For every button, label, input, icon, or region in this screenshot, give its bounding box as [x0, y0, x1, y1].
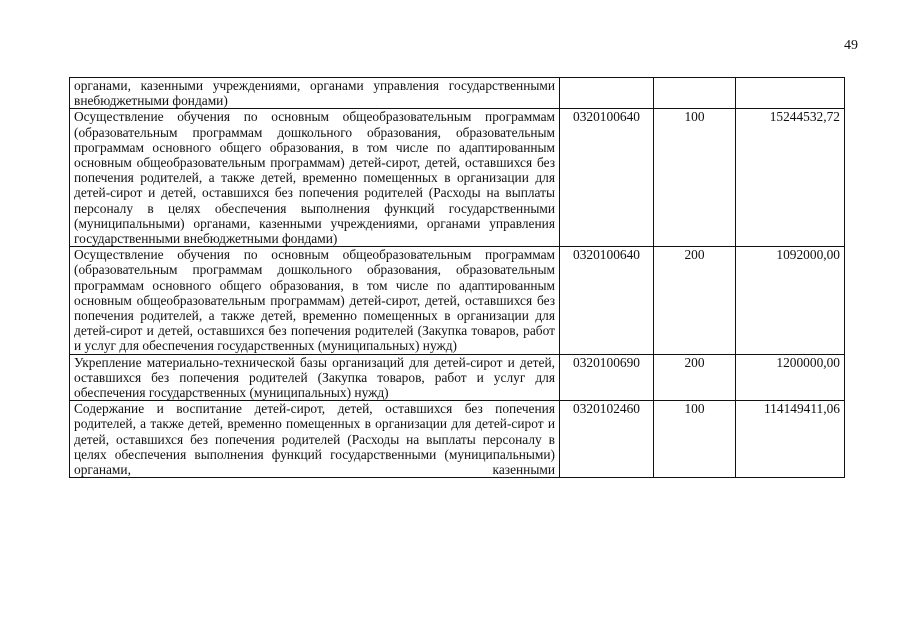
- row-amount: 114149411,06: [736, 401, 845, 478]
- row-expense-type: 200: [654, 247, 736, 354]
- row-description: органами, казенными учреждениями, органами управления государственными внебюджетными фондами): [70, 78, 560, 109]
- budget-table: [69, 77, 845, 478]
- row-expense-type: 100: [654, 109, 736, 247]
- row-description: Укрепление материально-технической базы организаций для детей-сирот и детей, оставшихся без попечения родителей (Закупка товаров, работ и услуг для обеспечения государственных (муниципальных) нужд): [70, 354, 560, 401]
- table-row: [70, 354, 845, 401]
- row-expense-type: 200: [654, 354, 736, 401]
- row-amount: 1200000,00: [736, 354, 845, 401]
- table-row: [70, 247, 845, 354]
- row-amount: 15244532,72: [736, 109, 845, 247]
- page-number: 49: [844, 38, 858, 53]
- row-target-code: 0320102460: [560, 401, 654, 478]
- table-row: [70, 109, 845, 247]
- row-target-code: 0320100640: [560, 109, 654, 247]
- row-amount: [736, 78, 845, 109]
- row-expense-type: 100: [654, 401, 736, 478]
- row-target-code: 0320100690: [560, 354, 654, 401]
- row-amount: 1092000,00: [736, 247, 845, 354]
- row-expense-type: [654, 78, 736, 109]
- row-target-code: 0320100640: [560, 247, 654, 354]
- row-description: Содержание и воспитание детей-сирот, детей, оставшихся без попечения родителей, а также детей, временно помещенных в организации для детей-сирот и детей, оставшихся без попечения родителей (Расходы на выплаты персоналу в целях обеспечения выполнения функций государственными (муниципальными) органами, казенными: [70, 401, 560, 478]
- row-description: Осуществление обучения по основным общеобразовательным программам (образовательным программам дошкольного образования, образовательным программам основного общего образования, в том числе по адаптированным основным общеобразовательным программам) детей-сирот, детей, оставшихся без попечения родителей, а также детей, временно помещенных в организации для детей-сирот и детей, оставшихся без попечения родителей (Расходы на выплаты персоналу в целях обеспечения выполнения функций государственными (муниципальными) органами, казенными учреждениями, органами управления государственными внебюджетными фондами): [70, 109, 560, 247]
- row-target-code: [560, 78, 654, 109]
- table-row: [70, 78, 845, 109]
- row-description: Осуществление обучения по основным общеобразовательным программам (образовательным программам дошкольного образования, образовательным программам основного общего образования, в том числе по адаптированным основным общеобразовательным программам) детей-сирот, детей, оставшихся без попечения родителей, а также детей, временно помещенных в организации для детей-сирот и детей, оставшихся без попечения родителей (Закупка товаров, работ и услуг для обеспечения государственных (муниципальных) нужд): [70, 247, 560, 354]
- table-row: [70, 401, 845, 478]
